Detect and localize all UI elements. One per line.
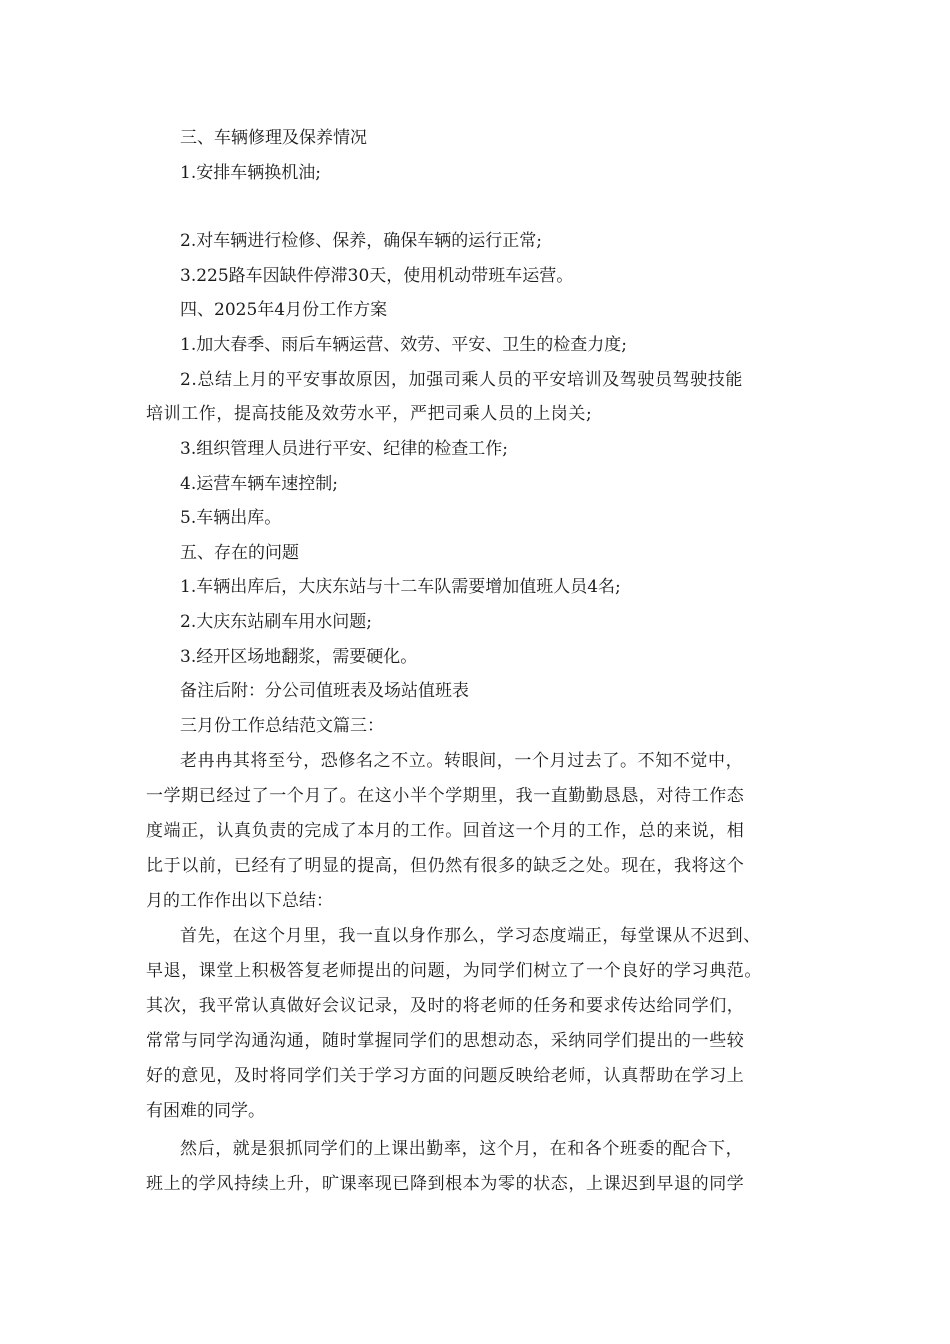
- paragraph-line: 老冉冉其将至兮，恐修名之不立。转眼间，一个月过去了。不知不觉中，: [180, 751, 744, 771]
- note-line: 备注后附：分公司值班表及场站值班表: [180, 681, 469, 701]
- list-item: 3.225路车因缺件停滞30天，使用机动带班车运营。: [180, 266, 574, 286]
- list-item: 1.车辆出库后，大庆东站与十二车队需要增加值班人员4名;: [180, 577, 621, 597]
- paragraph-line: 常常与同学沟通沟通，随时掌握同学们的思想动态，采纳同学们提出的一些较: [146, 1031, 745, 1051]
- paragraph-line: 月的工作作出以下总结：: [146, 891, 333, 911]
- article-title: 三月份工作总结范文篇三：: [180, 716, 384, 736]
- list-item: 2.大庆东站刷车用水问题;: [180, 612, 372, 632]
- paragraph-line: 一学期已经过了一个月了。在这小半个学期里，我一直勤勤恳恳，对待工作态: [146, 786, 745, 806]
- paragraph-line: 早退，课堂上积极答复老师提出的问题，为同学们树立了一个良好的学习典范。: [146, 961, 762, 981]
- paragraph-line: 好的意见，及时将同学们关于学习方面的问题反映给老师，认真帮助在学习上: [146, 1066, 745, 1086]
- list-item: 3.经开区场地翻浆，需要硬化。: [180, 647, 418, 667]
- paragraph-line: 然后，就是狠抓同学们的上课出勤率，这个月，在和各个班委的配合下，: [180, 1139, 744, 1159]
- list-item: 1.安排车辆换机油;: [180, 163, 321, 183]
- paragraph-line: 有困难的同学。: [146, 1101, 265, 1121]
- list-item: 1.加大春季、雨后车辆运营、效劳、平安、卫生的检查力度;: [180, 335, 627, 355]
- list-item: 2.对车辆进行检修、保养，确保车辆的运行正常;: [180, 231, 542, 251]
- paragraph-line: 班上的学风持续上升，旷课率现已降到根本为零的状态，上课迟到早退的同学: [146, 1174, 745, 1194]
- list-item: 4.运营车辆车速控制;: [180, 474, 338, 494]
- list-item: 5.车辆出库。: [180, 508, 282, 528]
- list-item: 2.总结上月的平安事故原因，加强司乘人员的平安培训及驾驶员驾驶技能: [180, 370, 744, 390]
- list-item-continuation: 培训工作，提高技能及效劳水平，严把司乘人员的上岗关;: [146, 404, 593, 424]
- paragraph-line: 比于以前，已经有了明显的提高，但仍然有很多的缺乏之处。现在，我将这个: [146, 856, 745, 876]
- section-heading-april-plan: 四、2025年4月份工作方案: [180, 300, 388, 320]
- paragraph-line: 其次，我平常认真做好会议记录，及时的将老师的任务和要求传达给同学们，: [146, 996, 745, 1016]
- list-item: 3.组织管理人员进行平安、纪律的检查工作;: [180, 439, 508, 459]
- section-heading-problems: 五、存在的问题: [180, 543, 299, 563]
- paragraph-line: 首先，在这个月里，我一直以身作那么，学习态度端正，每堂课从不迟到、: [180, 926, 761, 946]
- paragraph-line: 度端正，认真负责的完成了本月的工作。回首这一个月的工作，总的来说，相: [146, 821, 745, 841]
- section-heading-vehicle-repair: 三、车辆修理及保养情况: [180, 128, 367, 148]
